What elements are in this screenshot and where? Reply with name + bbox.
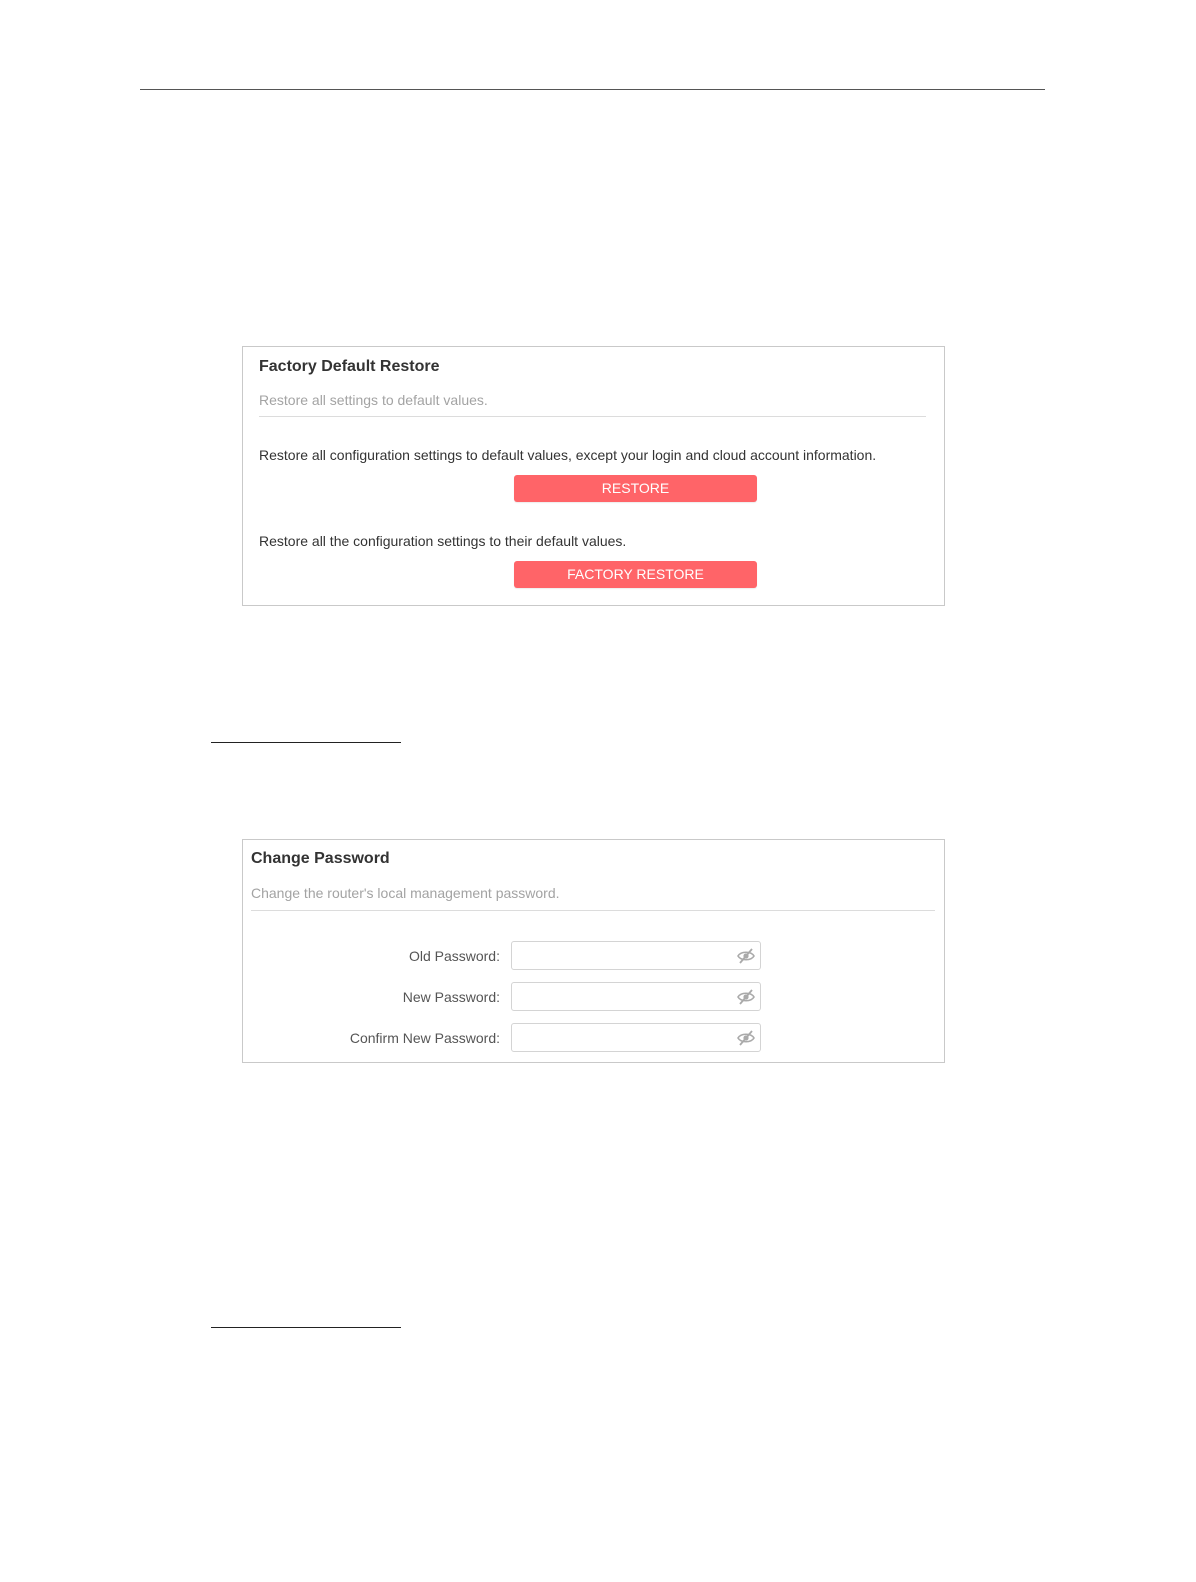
change-password-divider (251, 910, 935, 911)
header-rule (140, 89, 1045, 90)
factory-restore-title: Factory Default Restore (259, 358, 440, 375)
section-rule-1 (211, 742, 401, 743)
restore-description: Restore all configuration settings to default values, except your login and cloud account information. (259, 447, 877, 463)
eye-slash-icon[interactable] (736, 1029, 756, 1047)
change-password-title: Change Password (251, 850, 390, 867)
confirm-password-input[interactable] (512, 1024, 732, 1051)
factory-restore-button[interactable]: FACTORY RESTORE (514, 561, 757, 588)
old-password-label: Old Password: (408, 948, 500, 964)
factory-restore-description: Restore all the configuration settings to their default values. (259, 533, 627, 549)
eye-slash-icon[interactable] (736, 988, 756, 1006)
restore-button[interactable]: RESTORE (514, 475, 757, 502)
new-password-field (511, 982, 761, 1011)
factory-restore-divider (259, 416, 926, 417)
confirm-password-field (511, 1023, 761, 1052)
eye-slash-icon[interactable] (736, 947, 756, 965)
confirm-password-label: Confirm New Password: (349, 1030, 500, 1046)
old-password-input[interactable] (512, 942, 732, 969)
factory-restore-panel (242, 346, 945, 606)
factory-restore-subtitle: Restore all settings to default values. (259, 392, 488, 408)
section-rule-2 (211, 1327, 401, 1328)
old-password-field (511, 941, 761, 970)
new-password-input[interactable] (512, 983, 732, 1010)
change-password-subtitle: Change the router's local management password. (251, 885, 560, 901)
new-password-label: New Password: (402, 989, 500, 1005)
change-password-panel (242, 839, 945, 1063)
